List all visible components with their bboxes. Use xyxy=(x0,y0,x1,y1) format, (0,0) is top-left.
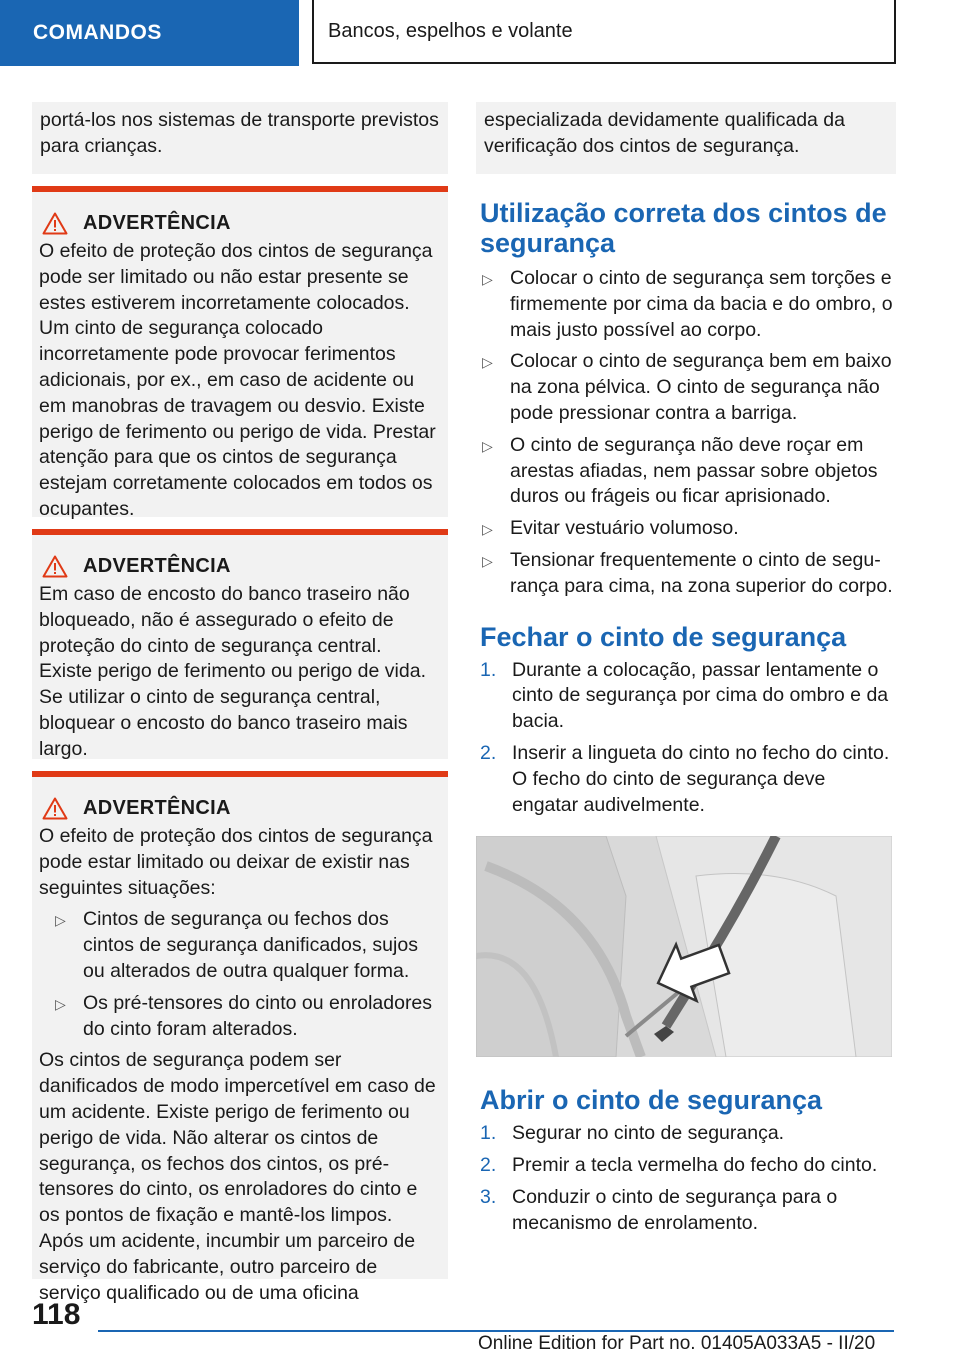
step-text: Segurar no cinto de segurança. xyxy=(512,1122,785,1145)
list-item-text: Cintos de segurança ou fechos dos cintos de segurança danificados, sujos ou alterados de outra qualquer forma. xyxy=(83,908,418,982)
step-text: Inserir a lingueta do cinto no fecho do cinto. O fecho do cinto de segurança deve engatar audivelmente. xyxy=(512,741,890,816)
warning-text: O efeito de proteção dos cintos de segurança pode ser limitado ou não estar presente se estes estiverem incorretamente colocados. Um cinto de segurança colocado incorretamente pode provocar ferimentos adicionais, por ex., em caso de acidente ou em manobras de travagem ou desvio. Existe perigo de ferimento ou perigo de vida. Prestar atenção para que os cintos de segurança estejam corretamente colocados em todos os ocupantes. xyxy=(39,240,436,520)
triangle-right-icon: ▷ xyxy=(482,521,493,538)
list-item xyxy=(476,516,896,542)
list-item-text: Os pré-tensores do cinto ou enroladores do cinto foram alterados. xyxy=(83,991,433,1040)
warning-box-1 xyxy=(32,186,448,520)
footer-divider xyxy=(98,1330,894,1332)
list-item-text: Evitar vestuário volumoso. xyxy=(510,517,739,540)
section-tab xyxy=(0,0,299,66)
list-item xyxy=(476,349,896,426)
list-item-text: Tensionar frequentemente o cinto de segurança para cima, na zona superior do corpo. xyxy=(510,548,893,597)
warning-triangle-icon xyxy=(42,555,68,578)
warning-box-3 xyxy=(32,771,448,1304)
page-number: 118 xyxy=(32,1298,81,1331)
correct-use-list xyxy=(476,266,896,600)
right-column xyxy=(476,102,896,1237)
warning-text: O efeito de proteção dos cintos de segurança pode estar limitado ou deixar de existir nas seguintes situações: xyxy=(39,825,433,899)
edition-note: Online Edition for Part no. 01405A033A5 - II/20 xyxy=(478,1333,876,1354)
step-item xyxy=(480,1121,896,1147)
section-label: COMANDOS xyxy=(33,21,162,44)
warning-box-2 xyxy=(32,529,448,759)
triangle-right-icon: ▷ xyxy=(55,912,66,929)
chapter-title: Bancos, espelhos e volante xyxy=(328,19,573,42)
step-item xyxy=(480,1185,896,1237)
fasten-steps xyxy=(476,658,896,819)
warning-header xyxy=(39,555,440,578)
warning-header xyxy=(39,212,440,235)
step-item xyxy=(480,741,896,818)
step-text: Premir a tecla vermelha do fecho do cinto. xyxy=(512,1154,878,1177)
list-item-text: Colocar o cinto de segurança bem em baixo na zona pélvica. O cinto de segurança não pode pressionar contra a barriga. xyxy=(510,350,892,424)
step-item xyxy=(480,658,896,735)
step-number: 3. xyxy=(480,1185,497,1208)
warning-text: Em caso de encosto do banco traseiro não bloqueado, não é assegurado o efeito de proteção do cinto de segurança central. Existe perigo de ferimento ou perigo de vida. Se utilizar o cinto de segurança central, bloquear o encosto do banco traseiro mais largo. xyxy=(39,583,426,760)
continued-note-box xyxy=(476,102,896,174)
list-item xyxy=(39,907,440,984)
triangle-right-icon: ▷ xyxy=(482,552,493,569)
list-item xyxy=(476,266,896,343)
list-item-text: Colocar o cinto de segurança sem torções e firmemente por cima da bacia e do ombro, o mais justo possível ao corpo. xyxy=(510,267,893,341)
section-heading-correct-use: Utilização correta dos cintos de segurança xyxy=(480,198,887,258)
triangle-right-icon: ▷ xyxy=(482,437,493,454)
step-number: 2. xyxy=(480,1154,497,1177)
step-number: 1. xyxy=(480,1122,497,1145)
section-heading-fasten: Fechar o cinto de segurança xyxy=(480,621,847,652)
warning-text-continued: Os cintos de segurança podem ser danificados de modo impercetível em caso de um acidente. Existe perigo de ferimento ou perigo de vida. Não alterar os cintos de segurança, os fechos dos cintos, os pré-tensores do cinto, os enroladores do cinto e os pontos de fixação e mantê-los limpos. Após um acidente, incumbir um parceiro de serviço do fabricante, outro parceiro de serviço qualificado ou de uma oficina xyxy=(39,1049,436,1304)
step-text: Conduzir o cinto de segurança para o mecanismo de enrolamento. xyxy=(512,1185,838,1234)
warning-label: ADVERTÊNCIA xyxy=(83,555,231,577)
list-item xyxy=(39,991,440,1043)
seatbelt-buckle-illustration xyxy=(476,836,892,1057)
step-item xyxy=(480,1153,896,1179)
warning-triangle-icon xyxy=(42,212,68,235)
continued-note-box xyxy=(32,102,448,174)
warning-label: ADVERTÊNCIA xyxy=(83,797,231,819)
list-item-text: O cinto de segurança não deve roçar em arestas afiadas, nem passar sobre objetos duros ou frágeis ou ficar aprisionado. xyxy=(510,433,878,508)
triangle-right-icon: ▷ xyxy=(482,354,493,371)
continued-note: especializada devidamente qualificada da verificação dos cintos de segurança. xyxy=(484,109,845,157)
step-number: 1. xyxy=(480,658,497,681)
step-text: Durante a colocação, passar lentamente o cinto de segurança por cima do ombro e da bacia. xyxy=(512,658,889,733)
unfasten-steps xyxy=(476,1121,896,1236)
warning-triangle-icon xyxy=(42,797,68,820)
step-number: 2. xyxy=(480,741,497,764)
chapter-title-box xyxy=(312,0,896,64)
list-item xyxy=(476,433,896,510)
seatbelt-buckle-drawing xyxy=(476,836,892,1057)
triangle-right-icon: ▷ xyxy=(55,995,66,1012)
triangle-right-icon: ▷ xyxy=(482,271,493,287)
left-column xyxy=(32,102,448,1304)
continued-note: portá-los nos sistemas de transporte previstos para crianças. xyxy=(40,109,439,157)
warning-header xyxy=(39,797,440,820)
warning-label: ADVERTÊNCIA xyxy=(83,212,231,234)
list-item xyxy=(476,548,896,600)
section-heading-unfasten: Abrir o cinto de segurança xyxy=(480,1085,823,1116)
